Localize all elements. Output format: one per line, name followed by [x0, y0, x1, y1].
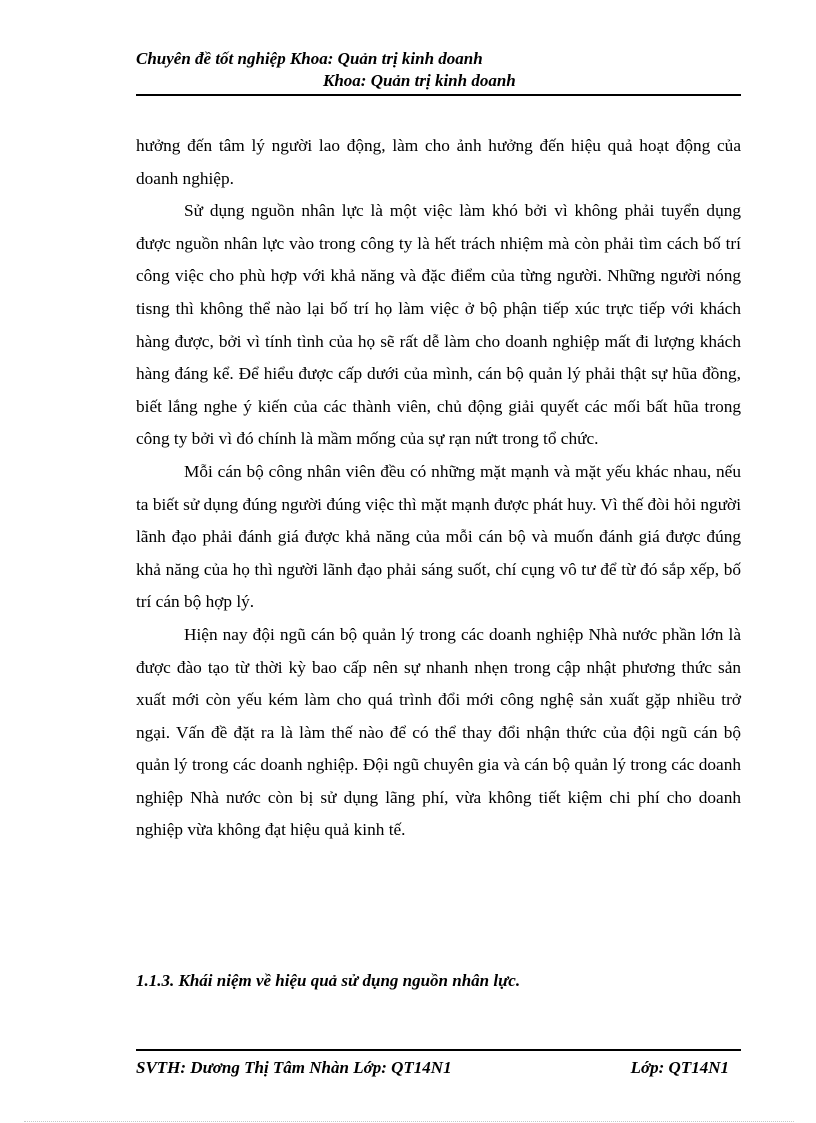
paragraph-3: Mỗi cán bộ công nhân viên đều có những mặt mạnh và mặt yếu khác nhau, nếu ta biết sử dụng đúng người đúng việc thì mặt mạnh được phát huy. Vì thế đòi hỏi người lãnh đạo phải đánh giá được khả năng của mỗi cán bộ và muốn đánh giá được đúng khả năng của họ thì người lãnh đạo phải sáng suốt, chí cụng vô tư để từ đó sắp xếp, bố trí cán bộ hợp lý.	[136, 461, 741, 612]
footer-class: Lớp: QT14N1	[630, 1058, 729, 1077]
body-text	[136, 130, 741, 847]
header-line-1: Chuyên đề tốt nghiệp Khoa: Quản trị kinh doanh	[136, 49, 483, 68]
paragraph-2: Sử dụng nguồn nhân lực là một việc làm khó bởi vì không phải tuyển dụng được nguồn nhân lực vào trong công ty là hết trách nhiệm mà còn phải tìm cách bố trí công việc cho phù hợp với khả năng và đặc điểm của từng người. Những người nóng tisng thì không thể nào lại bố trí họ làm việc ở bộ phận tiếp xúc trực tiếp với khách hàng được, bởi vì tính tình của họ sẽ rất dễ làm cho doanh nghiệp mất đi lượng khách hàng đáng kể. Để hiểu được cấp dưới của mình, cán bộ quản lý phải thật sự hũa đồng, biết lắng nghe ý kiến của các thành viên, chủ động giải quyết các mối bất hũa trong công ty bởi vì đó chính là mầm mống của sự rạn nứt trong tổ chức.	[136, 201, 741, 449]
footer-author-class: SVTH: Dương Thị Tâm Nhàn Lớp: QT14N1	[136, 1058, 452, 1077]
paragraph-4: Hiện nay đội ngũ cán bộ quản lý trong các doanh nghiệp Nhà nước phần lớn là được đào tạo từ thời kỳ bao cấp nên sự nhanh nhẹn trong cập nhật phương thức sản xuất mới còn yếu kém làm cho quá trình đổi mới công nghệ sản xuất gặp nhiều trở ngại. Vấn đề đặt ra là làm thế nào để có thể thay đổi nhận thức của đội ngũ cán bộ quản lý trong các doanh nghiệp. Đội ngũ chuyên gia và cán bộ quản lý trong các doanh nghiệp Nhà nước còn bị sử dụng lãng phí, vừa không tiết kiệm chi phí cho doanh nghiệp vừa không đạt hiệu quả kinh tế.	[136, 624, 741, 840]
paragraph-1: hưởng đến tâm lý người lao động, làm cho ảnh hưởng đến hiệu quả hoạt động của doanh nghiệp.	[136, 136, 741, 188]
section-heading: 1.1.3. Khái niệm về hiệu quả sử dụng nguồn nhân lực.	[136, 971, 521, 990]
header-line-2: Khoa: Quản trị kinh doanh	[323, 71, 516, 90]
page-header	[136, 46, 741, 96]
page-bottom-edge	[24, 1121, 794, 1122]
page-footer	[136, 1049, 741, 1081]
